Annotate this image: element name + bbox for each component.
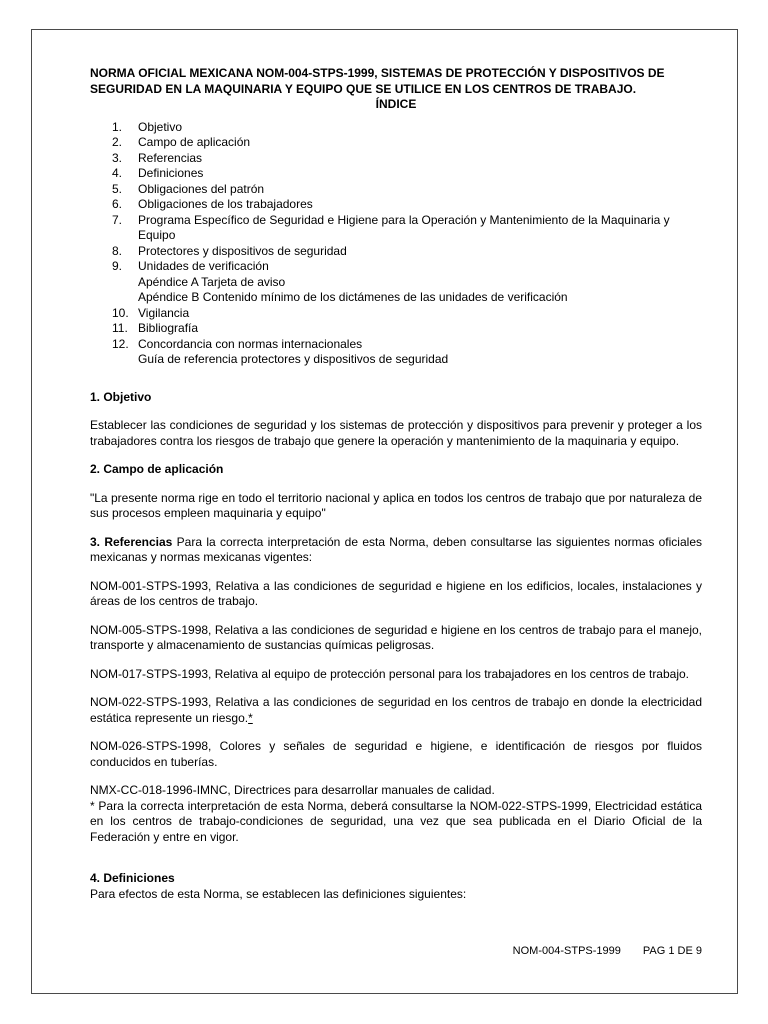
index-row — [112, 120, 702, 136]
reference-nom-022 — [90, 695, 702, 726]
index-row — [112, 166, 702, 182]
index-row — [112, 290, 702, 306]
index-item-number: 2. — [112, 135, 123, 149]
index-item-label: Definiciones — [138, 166, 204, 180]
index-item-label: Bibliografía — [138, 321, 199, 335]
section-2-heading: 2. Campo de aplicación — [90, 462, 224, 476]
index-item-number — [112, 290, 138, 306]
index-item-label: Protectores y dispositivos de seguridad — [138, 243, 347, 258]
index-item-label: Concordancia con normas internacionales — [138, 336, 363, 351]
index-row — [112, 321, 702, 337]
index-item-number: 6. — [112, 197, 123, 211]
index-item-number — [112, 275, 138, 291]
section-3-heading: 3. Referencias — [90, 534, 173, 549]
index-item-number — [112, 352, 138, 368]
index-item-label: Apéndice A Tarjeta de aviso — [138, 274, 286, 289]
index-item-label: Unidades de verificación — [138, 259, 269, 273]
index-row — [112, 259, 702, 275]
index-item-number: 4. — [112, 166, 123, 180]
index-row — [112, 151, 702, 167]
index-item-number: 3. — [112, 150, 123, 165]
index-item-number: 12. — [112, 336, 129, 351]
section-1-paragraph: Establecer las condiciones de seguridad y los sistemas de protección y dispositivos para prevenir y proteger a los trabajadores contra los riesgos de trabajo que genere la operación y mantenimiento de la maquinaria y equipo. — [90, 418, 702, 448]
index-item-label: Campo de aplicación — [138, 135, 251, 149]
index-item-number: 7. — [112, 212, 123, 227]
section-4-heading: 4. Definiciones — [90, 871, 175, 885]
index-row — [112, 244, 702, 260]
index-item-label: Obligaciones del patrón — [138, 181, 265, 196]
index-item-number: 8. — [112, 243, 123, 258]
index-item-label: Referencias — [138, 150, 203, 165]
index-item-number: 10. — [112, 305, 129, 320]
document-title: NORMA OFICIAL MEXICANA NOM-004-STPS-1999, SISTEMAS DE PROTECCIÓN Y DISPOSITIVOS DE SEGURIDAD EN LA MAQUINARIA Y EQUIPO QUE SE UTILICE EN LOS CENTROS DE TRABAJO. — [90, 66, 665, 96]
index-row — [112, 275, 702, 291]
reference-nom-022-text: NOM-022-STPS-1993, Relativa a las condiciones de seguridad en los centros de trabajo en donde la electricidad estática represente un riesgo. — [90, 695, 702, 725]
section-4-paragraph: Para efectos de esta Norma, se establecen las definiciones siguientes: — [90, 886, 467, 901]
reference-nom-001: NOM-001-STPS-1993, Relativa a las condiciones de seguridad e higiene en los edificios, locales, instalaciones y áreas de los centros de trabajo. — [90, 578, 702, 608]
section-2-paragraph: "La presente norma rige en todo el territorio nacional y aplica en todos los centros de trabajo que por naturaleza de sus procesos empleen maquinaria y equipo" — [90, 490, 702, 520]
section-3-footnote: * Para la correcta interpretación de esta Norma, deberá consultarse la NOM-022-STPS-1999, Electricidad estática en los centros de trabajo-condiciones de seguridad, una vez que sea publicada en el Diario Oficial de la Federación y entre en vigor. — [90, 798, 702, 844]
index-row — [112, 182, 702, 198]
footnote-marker-link[interactable]: * — [248, 710, 253, 725]
index-item-label: Programa Específico de Seguridad e Higiene para la Operación y Mantenimiento de la Maquinaria y Equipo — [138, 212, 670, 242]
page-footer — [90, 945, 702, 957]
index-row — [112, 306, 702, 322]
document-content — [90, 66, 702, 915]
section-1-heading: 1. Objetivo — [90, 389, 152, 404]
reference-nom-017: NOM-017-STPS-1993, Relativa al equipo de protección personal para los trabajadores en los centros de trabajo. — [90, 666, 690, 681]
section-3-intro: Para la correcta interpretación de esta Norma, deben consultarse las siguientes normas oficiales mexicanas y normas mexicanas vigentes: — [90, 534, 702, 564]
index-item-label: Vigilancia — [138, 305, 190, 320]
index-row — [112, 352, 702, 368]
index-row — [112, 337, 702, 353]
reference-nom-005: NOM-005-STPS-1998, Relativa a las condiciones de seguridad e higiene en los centros de trabajo para el manejo, transporte y almacenamiento de sustancias químicas peligrosas. — [90, 622, 702, 652]
index-list — [90, 120, 702, 368]
index-item-number: 5. — [112, 181, 123, 196]
reference-nom-026: NOM-026-STPS-1998, Colores y señales de seguridad e higiene, e identificación de riesgos por fluidos conducidos en tuberías. — [90, 739, 702, 769]
index-row — [112, 135, 702, 151]
index-item-number: 9. — [112, 259, 123, 273]
index-item-label: Objetivo — [138, 119, 183, 134]
reference-nmx-cc: NMX-CC-018-1996-IMNC, Directrices para desarrollar manuales de calidad. — [90, 783, 495, 797]
index-item-label: Guía de referencia protectores y dispositivos de seguridad — [138, 352, 449, 366]
index-row — [112, 197, 702, 213]
index-row — [112, 213, 702, 244]
index-item-number: 1. — [112, 119, 123, 134]
index-heading: ÍNDICE — [375, 97, 417, 111]
index-item-label: Apéndice B Contenido mínimo de los dictámenes de las unidades de verificación — [138, 290, 568, 304]
index-item-number: 11. — [112, 321, 128, 335]
footer-page-number: PAG 1 DE 9 — [642, 945, 702, 957]
section-3-lead-paragraph — [90, 535, 702, 566]
index-item-label: Obligaciones de los trabajadores — [138, 197, 313, 211]
footer-doc-id: NOM-004-STPS-1999 — [512, 945, 621, 957]
